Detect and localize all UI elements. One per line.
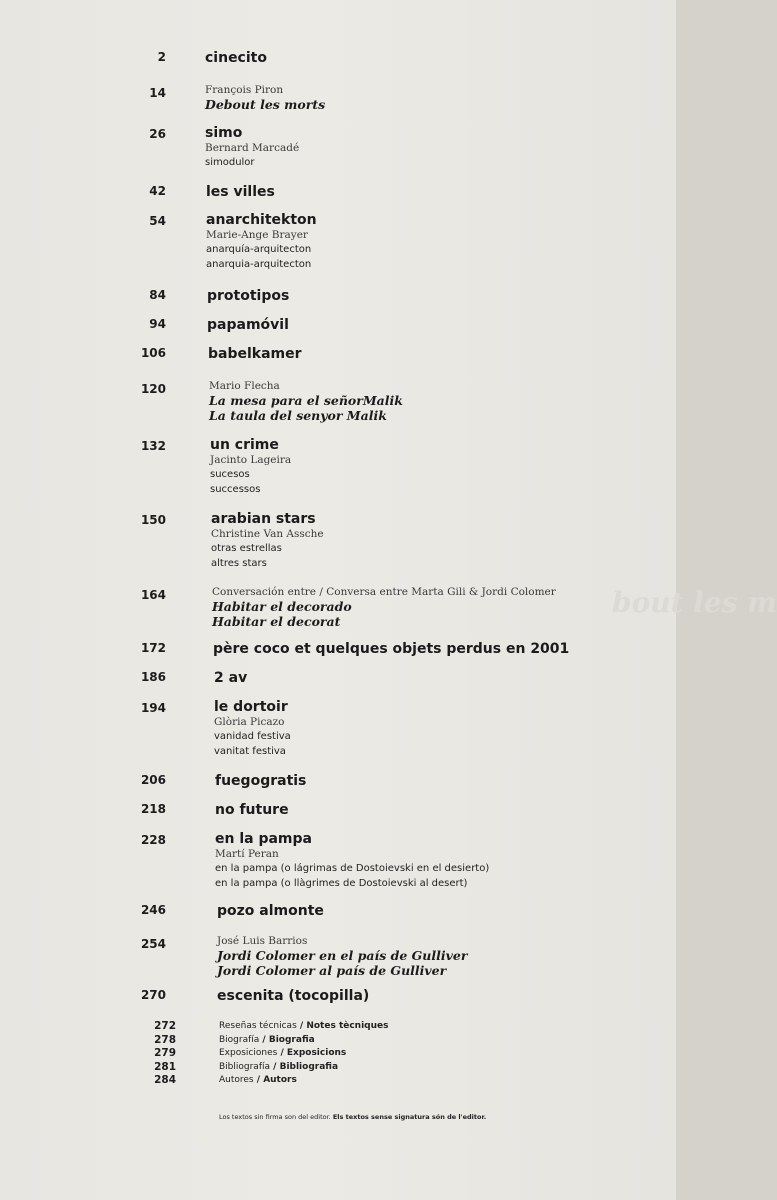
toc-page-number: 206: [140, 773, 166, 787]
toc-entry-lines: [206, 184, 275, 201]
toc-title-line: cinecito: [205, 50, 267, 66]
toc-entry-lines: [217, 903, 324, 920]
toc-title-line: escenita (tocopilla): [217, 988, 370, 1004]
toc-sub-line: successos: [210, 484, 261, 495]
appendix-label: [219, 1048, 346, 1058]
toc-entry-lines: [214, 699, 291, 759]
toc-ital-line: Jordi Colomer al país de Gulliver: [217, 963, 447, 978]
toc-ital-line: Jordi Colomer en el país de Gulliver: [217, 948, 468, 963]
toc-entry-lines: [215, 773, 306, 790]
appendix-row: [0, 1047, 676, 1061]
toc-page-number: 218: [140, 802, 166, 816]
toc-entry-lines: [209, 380, 403, 423]
toc-title-line: pozo almonte: [217, 903, 324, 919]
toc-entry-lines: [206, 212, 317, 272]
toc-sub-line: en la pampa (o llàgrimes de Dostoievski al desert): [215, 878, 468, 889]
toc-title-line: papamóvil: [207, 317, 289, 333]
toc-page-number: 26: [149, 127, 166, 141]
toc-ital-line: Habitar el decorado: [212, 599, 352, 614]
toc-page-number: 228: [140, 833, 166, 847]
toc-sub-line: en la pampa (o lágrimas de Dostoievski en el desierto): [215, 863, 490, 874]
toc-sub-line: otras estrellas: [211, 543, 282, 554]
toc-title-line: père coco et quelques objets perdus en 2001: [213, 641, 570, 657]
toc-sub-line: anarquía-arquitecton: [206, 244, 312, 255]
appendix-label-es: Reseñas técnicas: [219, 1021, 297, 1031]
appendix-separator: /: [270, 1061, 280, 1072]
toc-page-number: 84: [149, 288, 166, 302]
toc-title-line: un crime: [210, 437, 279, 453]
appendix-page-number: 272: [154, 1020, 176, 1032]
appendix-separator: /: [277, 1048, 287, 1058]
toc-author-line: François Piron: [205, 84, 284, 96]
toc-author-line: Jacinto Lageira: [210, 454, 292, 466]
toc-entry-lines: [205, 84, 325, 112]
toc-ital-line: Debout les morts: [205, 97, 326, 112]
toc-entry-lines: [215, 831, 489, 891]
toc-entry-lines: [217, 935, 467, 978]
toc-author-line: Mario Flecha: [209, 380, 280, 392]
toc-page-number: 132: [140, 439, 166, 453]
toc-sub-line: altres stars: [211, 558, 267, 569]
footnote-ca: Els textos sense signatura són de l'editor.: [332, 1113, 487, 1121]
appendix-label: [219, 1062, 338, 1072]
toc-page-number: 2: [157, 50, 166, 64]
appendix-label-es: Exposiciones: [219, 1048, 278, 1058]
toc-page-number: 186: [140, 670, 166, 684]
appendix-row: [0, 1020, 676, 1034]
toc-entry-lines: [212, 586, 556, 629]
toc-title-line: en la pampa: [215, 831, 312, 847]
toc-ital-line: Habitar el decorat: [212, 614, 341, 629]
toc-page-number: 42: [149, 184, 166, 198]
toc-sub-line: simodulor: [205, 157, 255, 168]
appendix-row: [0, 1074, 676, 1088]
toc-entry-lines: [214, 670, 247, 687]
toc-entry-lines: [208, 346, 302, 363]
appendix-label-es: Bibliografía: [219, 1061, 271, 1072]
toc-title-line: no future: [215, 802, 289, 818]
toc-entry-lines: [215, 802, 289, 819]
toc-page-number: 150: [140, 513, 166, 527]
toc-title-line: prototipos: [207, 288, 290, 304]
appendix-label-ca: Bibliografia: [279, 1061, 339, 1072]
appendix-label-es: Biografía: [219, 1034, 260, 1045]
show-through-text: bout les m: [612, 586, 777, 619]
appendix-label: [219, 1035, 315, 1045]
appendix-page-number: 281: [154, 1060, 176, 1073]
toc-author-line: Bernard Marcadé: [205, 142, 300, 154]
appendix-separator: /: [296, 1021, 307, 1031]
appendix-label: [219, 1021, 388, 1031]
appendix-label: [219, 1075, 297, 1085]
toc-title-line: arabian stars: [211, 511, 316, 527]
toc-entry-lines: [213, 641, 569, 658]
toc-entry-lines: [205, 125, 299, 170]
toc-title-line: les villes: [206, 184, 275, 200]
toc-page-number: 14: [149, 86, 166, 100]
toc-page-number: 120: [140, 382, 166, 396]
appendix-row: [0, 1061, 676, 1075]
appendix-separator: /: [259, 1034, 269, 1045]
toc-page-number: 106: [140, 346, 166, 360]
appendix-label-es: Autores: [219, 1075, 254, 1085]
toc-entry-lines: [205, 50, 267, 67]
toc-page-number: 164: [140, 588, 166, 602]
toc-page-number: 194: [140, 701, 166, 715]
toc-page-number: 172: [140, 641, 166, 655]
toc-author-line: Christine Van Assche: [211, 528, 324, 540]
appendix-separator: /: [253, 1075, 264, 1085]
toc-sub-line: sucesos: [210, 469, 250, 480]
appendix-page-number: 284: [154, 1074, 176, 1086]
toc-ital-line: La taula del senyor Malik: [209, 408, 387, 423]
toc-page-number: 270: [140, 988, 166, 1002]
toc-page-number: 94: [149, 317, 166, 331]
toc-page-number: 246: [140, 903, 166, 917]
appendix-label-ca: Notes tècniques: [306, 1021, 389, 1031]
toc-author-line: José Luis Barrios: [217, 935, 308, 947]
appendix-label-ca: Biografia: [268, 1034, 315, 1045]
toc-entry-lines: [207, 317, 289, 334]
appendix-page-number: 278: [154, 1033, 176, 1046]
toc-title-line: anarchitekton: [206, 212, 317, 228]
toc-title-line: simo: [205, 125, 243, 141]
appendix-page-number: 279: [154, 1047, 176, 1059]
appendix-label-ca: Autors: [263, 1075, 297, 1085]
editor-footnote: [219, 1113, 486, 1121]
toc-page-number: 254: [140, 937, 166, 951]
toc-entry-lines: [217, 988, 369, 1005]
toc-author-line: Martí Peran: [215, 848, 279, 860]
toc-page-number: 54: [149, 214, 166, 228]
toc-author-line: Conversación entre / Conversa entre Marta Gili & Jordi Colomer: [212, 586, 556, 598]
toc-title-line: le dortoir: [214, 699, 288, 715]
toc-author-line: Glòria Picazo: [214, 716, 285, 728]
toc-title-line: babelkamer: [208, 346, 302, 362]
toc-author-line: Marie-Ange Brayer: [206, 229, 308, 241]
toc-sub-line: vanitat festiva: [214, 746, 286, 757]
toc-entry-lines: [207, 288, 289, 305]
toc-title-line: fuegogratis: [215, 773, 307, 789]
toc-entry-lines: [210, 437, 291, 497]
toc-sub-line: anarquia-arquitecton: [206, 259, 312, 270]
footnote-es: Los textos sin firma son del editor.: [219, 1113, 331, 1121]
toc-entry-lines: [211, 511, 324, 571]
toc-title-line: 2 av: [214, 670, 248, 686]
toc-sub-line: vanidad festiva: [214, 731, 291, 742]
appendix-label-ca: Exposicions: [286, 1048, 347, 1058]
toc-ital-line: La mesa para el señorMalik: [209, 393, 403, 408]
appendix-row: [0, 1034, 676, 1048]
